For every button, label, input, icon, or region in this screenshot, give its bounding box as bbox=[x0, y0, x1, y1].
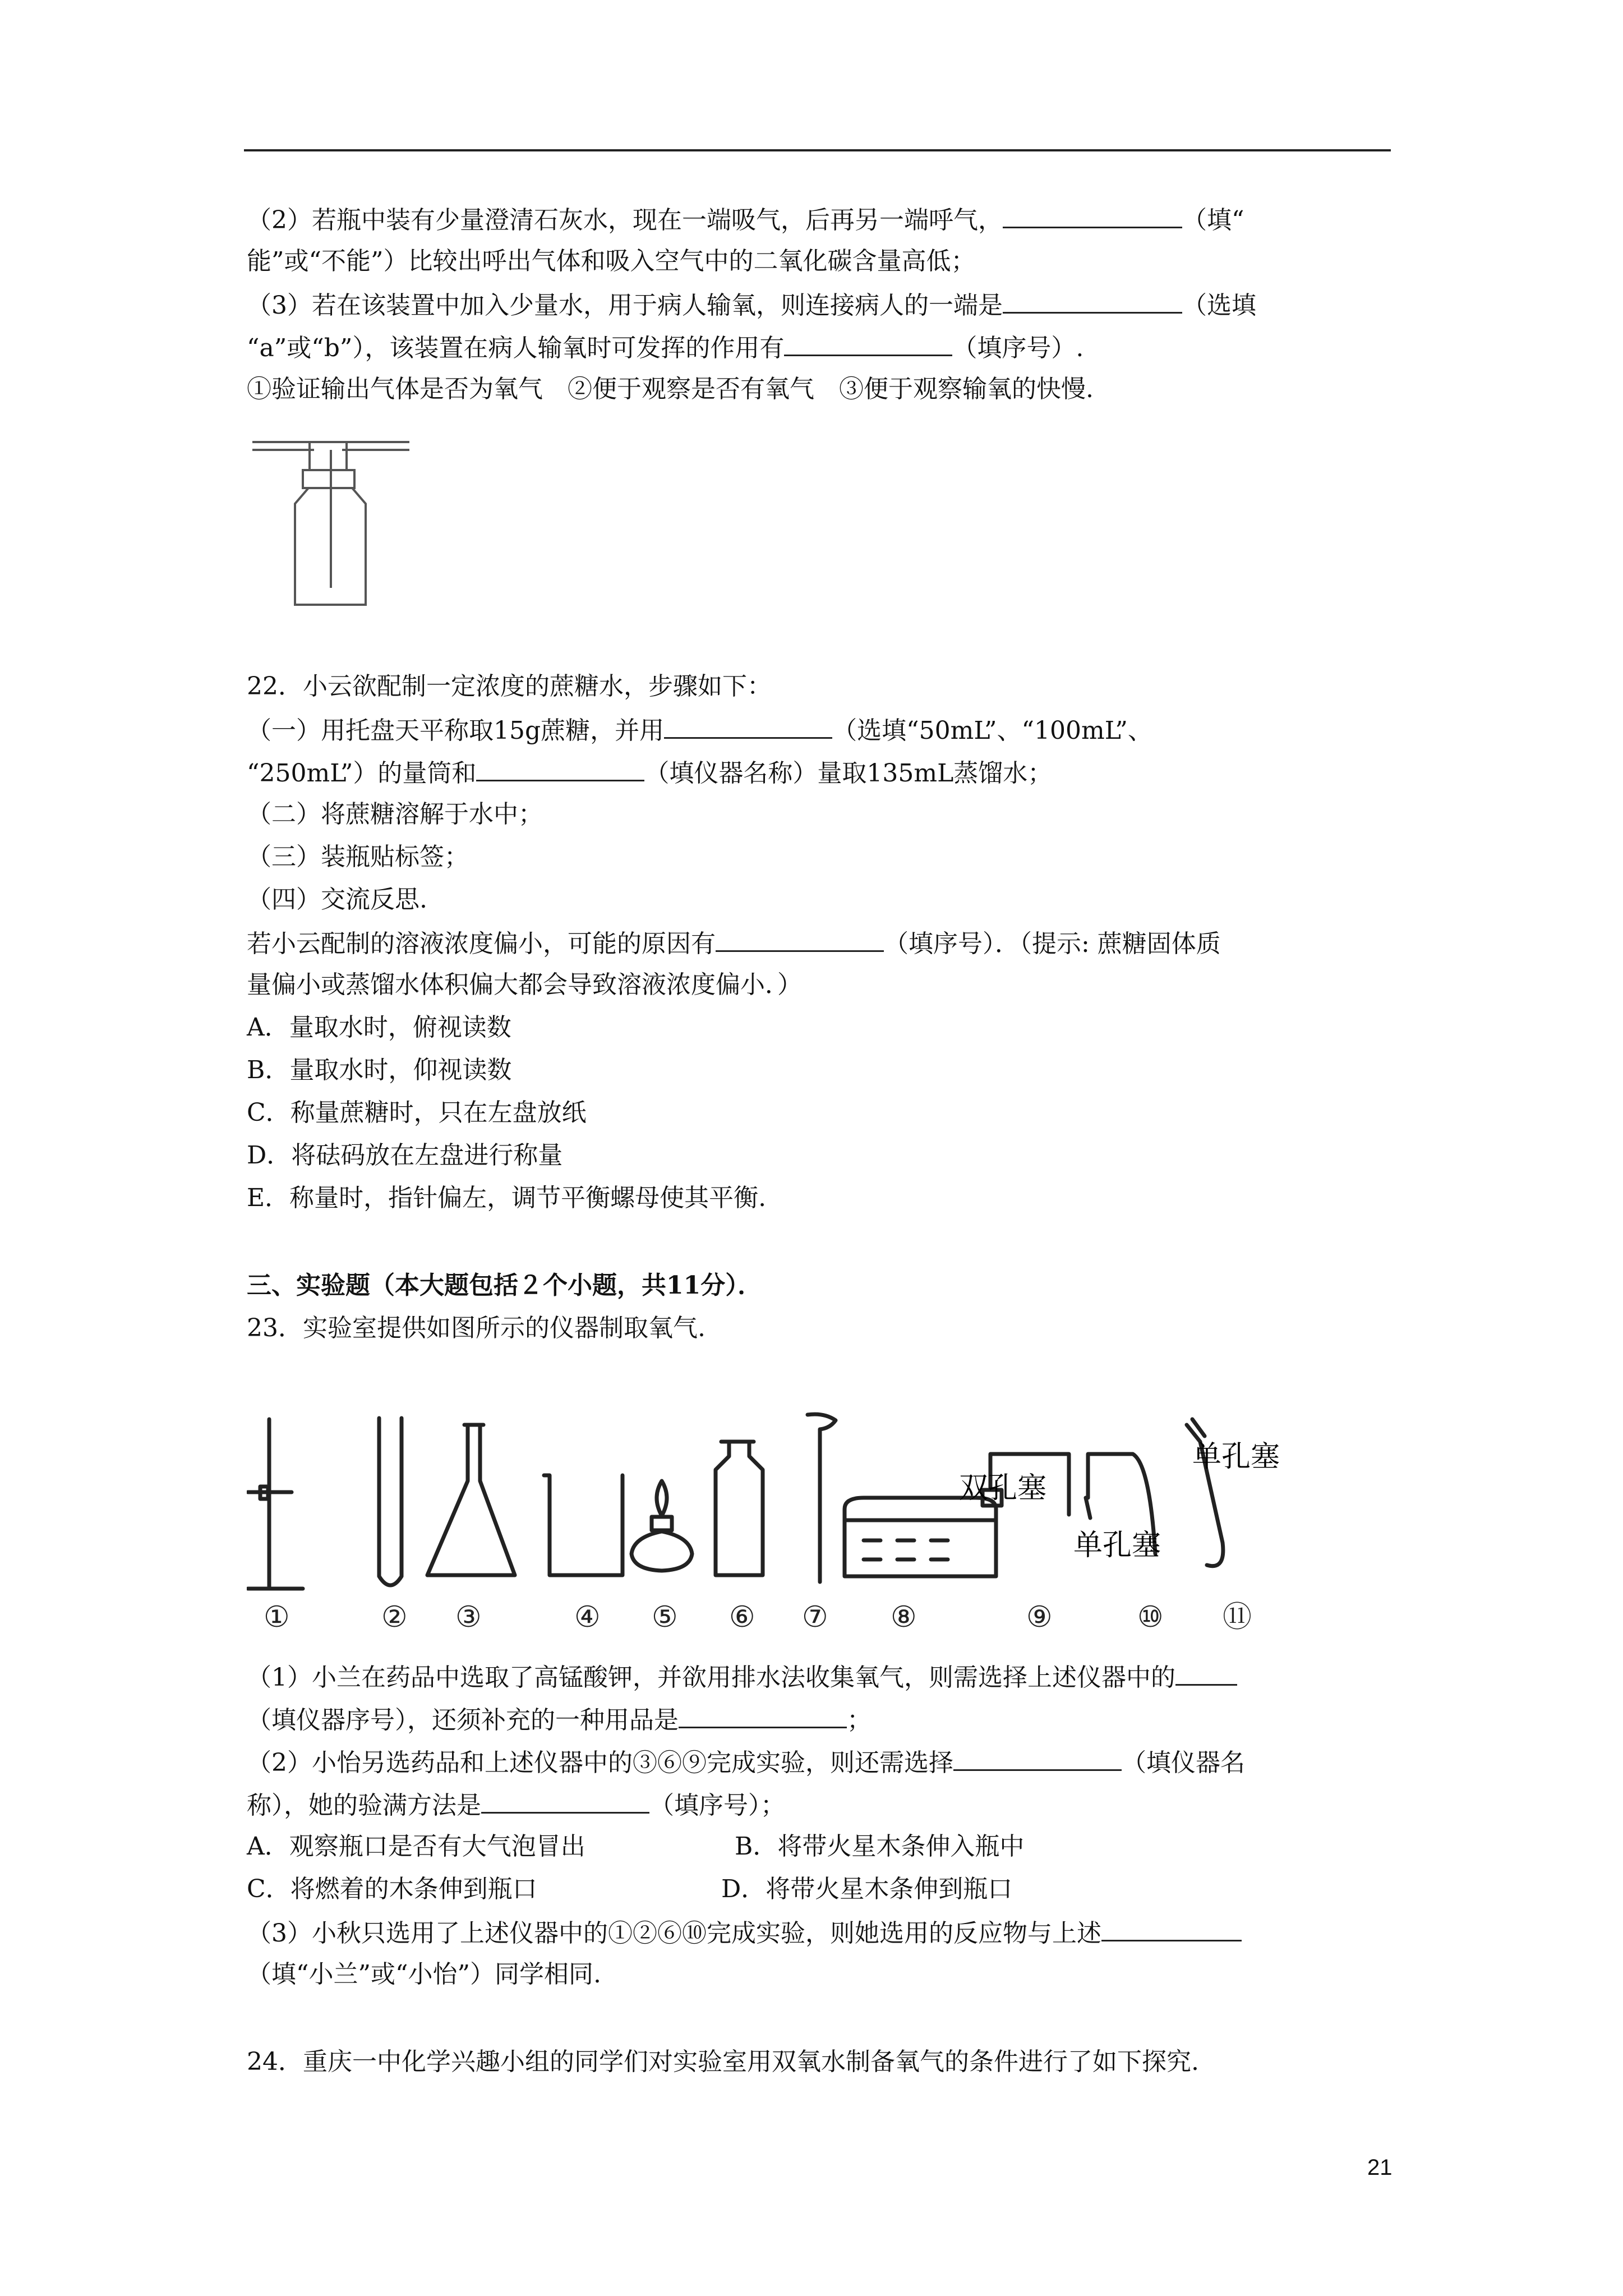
q22-step1-line2: “250mL”）的量筒和 （填仪器名称）量取135mL蒸馏水； bbox=[247, 755, 1052, 790]
q22-option-d: D．将砝码放在左盘进行称量 bbox=[247, 1141, 563, 1170]
answer-blank[interactable] bbox=[1003, 287, 1182, 314]
q23-part2-line1: （2）小怡另选药品和上述仪器中的③⑥⑨完成实验，则还需选择 （填仪器名 bbox=[247, 1745, 1245, 1780]
single-stopper-label-2: 单孔塞 bbox=[1192, 1440, 1280, 1474]
q23-option-a: A．观察瓶口是否有大气泡冒出 bbox=[247, 1832, 585, 1861]
apparatus-number-2: ② bbox=[381, 1600, 408, 1632]
q23-option-b: B．将带火星木条伸入瓶中 bbox=[735, 1832, 1025, 1861]
answer-blank[interactable] bbox=[784, 330, 952, 356]
answer-blank[interactable] bbox=[476, 755, 644, 781]
q23-part1-line2: （填仪器序号），还须补充的一种用品是 ； bbox=[247, 1702, 872, 1737]
q24-title: 24．重庆一中化学兴趣小组的同学们对实验室用双氧水制备氧气的条件进行了如下探究. bbox=[247, 2047, 1199, 2076]
answer-blank[interactable] bbox=[1003, 202, 1182, 228]
q23-option-c: C．将燃着的木条伸到瓶口 bbox=[247, 1875, 537, 1903]
q23-part3-line1: （3）小秋只选用了上述仪器中的①②⑥⑩完成实验，则她选用的反应物与上述 bbox=[247, 1915, 1242, 1950]
q22-step2: （二）将蔗糖溶解于水中； bbox=[247, 800, 543, 829]
apparatus-number-6: ⑥ bbox=[729, 1600, 755, 1632]
q23-part1-line1: （1）小兰在药品中选取了高锰酸钾，并欲用排水法收集氧气，则需选择上述仪器中的 bbox=[247, 1659, 1237, 1695]
q22-option-b: B．量取水时，仰视读数 bbox=[247, 1056, 512, 1084]
apparatus-number-1: ① bbox=[264, 1600, 290, 1632]
lab-apparatus-figure bbox=[247, 1408, 1391, 1632]
q23-option-d: D．将带火星木条伸到瓶口 bbox=[721, 1875, 1013, 1903]
q21-part2-line2: 能”或“不能”）比较出呼出气体和吸入空气中的二氧化碳含量高低； bbox=[247, 247, 976, 275]
q23-title: 23．实验室提供如图所示的仪器制取氧气. bbox=[247, 1314, 706, 1342]
page-number: 21 bbox=[1367, 2155, 1393, 2180]
apparatus-number-3: ③ bbox=[455, 1600, 482, 1632]
q23-part2-line2: 称），她的验满方法是 （填序号）； bbox=[247, 1787, 785, 1823]
q21-part3-line1: （3）若在该装置中加入少量水，用于病人输氧，则连接病人的一端是 （选填 bbox=[247, 287, 1256, 323]
answer-blank[interactable] bbox=[664, 712, 832, 739]
answer-blank[interactable] bbox=[481, 1787, 649, 1814]
answer-blank[interactable] bbox=[953, 1745, 1122, 1771]
apparatus-number-5: ⑤ bbox=[652, 1600, 678, 1632]
q22-option-e: E．称量时，指针偏左，调节平衡螺母使其平衡. bbox=[247, 1184, 767, 1212]
answer-blank[interactable] bbox=[679, 1702, 847, 1728]
apparatus-number-4: ④ bbox=[574, 1600, 601, 1632]
q22-reason-line1: 若小云配制的溶液浓度偏小，可能的原因有 （填序号）．（提示: 蔗糖固体质 bbox=[247, 926, 1221, 961]
q23-part3-line2: （填“小兰”或“小怡”）同学相同. bbox=[247, 1960, 601, 1989]
q22-option-c: C．称量蔗糖时，只在左盘放纸 bbox=[247, 1098, 587, 1127]
q22-option-a: A．量取水时，俯视读数 bbox=[247, 1013, 511, 1042]
apparatus-number-11: ⑪ bbox=[1223, 1600, 1252, 1632]
section3-heading: 三、实验题（本大题包括２个小题，共11分）． bbox=[247, 1271, 763, 1300]
apparatus-number-10: ⑩ bbox=[1137, 1600, 1164, 1632]
q22-title: 22．小云欲配制一定浓度的蔗糖水，步骤如下： bbox=[247, 672, 772, 701]
q22-reason-line2: 量偏小或蒸馏水体积偏大都会导致溶液浓度偏小．） bbox=[247, 970, 802, 999]
header-rule bbox=[244, 149, 1391, 151]
q22-step3: （三）装瓶贴标签； bbox=[247, 843, 469, 871]
q21-part2-line1: （2）若瓶中装有少量澄清石灰水，现在一端吸气，后再另一端呼气， （填“ bbox=[247, 202, 1244, 237]
q21-options: ①验证输出气体是否为氧气 ②便于观察是否有氧气 ③便于观察输氧的快慢. bbox=[247, 375, 1094, 403]
answer-blank[interactable] bbox=[716, 926, 884, 952]
apparatus-number-7: ⑦ bbox=[802, 1600, 828, 1632]
double-stopper-label: 双孔塞 bbox=[959, 1471, 1047, 1505]
answer-blank[interactable] bbox=[1175, 1659, 1237, 1686]
q21-part3-line2: “a”或“b”），该装置在病人输氧时可发挥的作用有 （填序号）. bbox=[247, 330, 1083, 365]
gas-washing-bottle-figure bbox=[247, 431, 415, 616]
q22-step1-line1: （一）用托盘天平称取15g蔗糖，并用 （选填“50mL”、“100mL”、 bbox=[247, 712, 1152, 748]
single-stopper-label: 单孔塞 bbox=[1073, 1529, 1161, 1562]
answer-blank[interactable] bbox=[1101, 1915, 1242, 1941]
apparatus-number-9: ⑨ bbox=[1026, 1600, 1053, 1632]
apparatus-number-8: ⑧ bbox=[891, 1600, 917, 1632]
q22-step4: （四）交流反思. bbox=[247, 885, 427, 914]
